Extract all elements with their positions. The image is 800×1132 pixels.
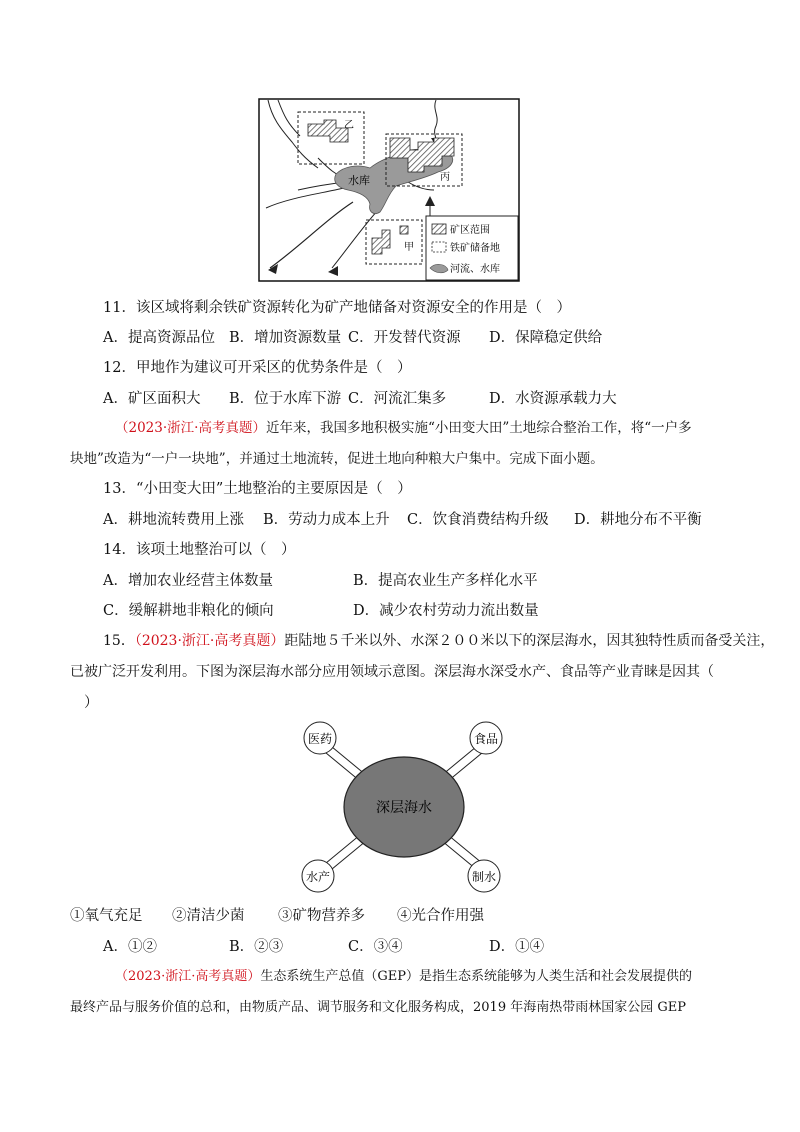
label-jia: 甲 [404,242,414,253]
q14-option-c[interactable]: C．缓解耕地非粮化的倾向 [103,603,274,619]
q14-stem: 14．该项土地整治可以（ ） [103,542,296,558]
q14-option-a[interactable]: A．增加农业经营主体数量 [103,573,273,589]
legend-water-label: 河流、水库 [450,264,500,275]
q15-option-c[interactable]: C．③④ [348,939,403,955]
q13-stem: 13．“小田变大田”土地整治的主要原因是（ ） [103,481,412,497]
q15-option-a[interactable]: A．①② [103,939,157,955]
q12-option-b[interactable]: B．位于水库下游 [229,391,342,407]
q15-line2: 已被广泛开发利用。下图为深层海水部分应用领域示意图。深层海水深受水产、食品等产业青睐是因其（ [70,664,714,680]
q15-line1: 15．（2023·浙江·高考真题）距陆地５千米以外、水深２００米以下的深层海水，因其独特性质而备受关注， [103,633,775,649]
label-yi: 乙 [344,120,354,131]
q12-option-a[interactable]: A．矿区面积大 [103,391,201,407]
q15-item-2: ②清洁少菌 [172,908,245,924]
intro3-line1: （2023·浙江·高考真题）生态系统生产总值（GEP）是指生态系统能够为人类生活和社会发展提供的 [115,969,692,984]
node-food: 食品 [473,732,499,746]
legend-reserve-label: 铁矿储备地 [450,243,500,254]
intro2-line1: （2023·浙江·高考真题）近年来，我国多地积极实施“小田变大田”土地综合整治工作，将“一户多 [115,420,692,436]
q11-option-a[interactable]: A．提高资源品位 [103,330,215,346]
q13-option-d[interactable]: D．耕地分布不平衡 [574,512,702,528]
intro3-line2: 最终产品与服务价值的总和，由物质产品、调节服务和文化服务构成，2019 年海南热带雨林国家公园 GEP [70,1000,686,1015]
mine-area [400,226,408,234]
node-medicine: 医药 [307,732,333,746]
q15-option-b[interactable]: B．②③ [229,939,284,955]
q15-option-d[interactable]: D．①④ [489,939,545,955]
mine-map [258,98,520,282]
label-bing: 丙 [440,172,450,183]
intro3-source: （2023·浙江·高考真题） [115,969,261,984]
q12-stem: 12．甲地作为建议可开采区的优势条件是（ ） [103,360,412,376]
intro2-line2: 块地”改造为“一户一块地”，并通过土地流转，促进土地向种粮大户集中。完成下面小题。 [70,451,604,467]
q15-item-1: ①氧气充足 [70,908,143,924]
q11-option-d[interactable]: D．保障稳定供给 [489,330,603,346]
intro2-source: （2023·浙江·高考真题） [115,420,266,436]
q11-option-b[interactable]: B．增加资源数量 [229,330,342,346]
node-aquatic: 水产 [305,870,331,884]
q15-source: （2023·浙江·高考真题） [134,633,285,649]
legend-mine-label: 矿区范围 [450,225,490,236]
q14-option-b[interactable]: B．提高农业生产多样化水平 [353,573,538,589]
deep-sea-water-diagram [298,718,508,896]
node-water-making: 制水 [471,870,497,884]
q12-option-c[interactable]: C．河流汇集多 [348,391,447,407]
q15-item-4: ④光合作用强 [397,908,484,924]
q12-option-d[interactable]: D．水资源承载力大 [489,391,617,407]
q14-option-d[interactable]: D．减少农村劳动力流出数量 [353,603,539,619]
q13-option-b[interactable]: B．劳动力成本上升 [263,512,390,528]
q15-line3: ） [84,695,99,711]
legend-mine-swatch [432,224,446,234]
q13-option-c[interactable]: C．饮食消费结构升级 [407,512,549,528]
q11-option-c[interactable]: C．开发替代资源 [348,330,461,346]
q11-stem: 11．该区域将剩余铁矿资源转化为矿产地储备对资源安全的作用是（ ） [103,300,571,316]
q15-item-3: ③矿物营养多 [278,908,365,924]
q13-option-a[interactable]: A．耕地流转费用上涨 [103,512,244,528]
center-label: 深层海水 [376,800,432,816]
reservoir-label: 水库 [348,174,370,187]
